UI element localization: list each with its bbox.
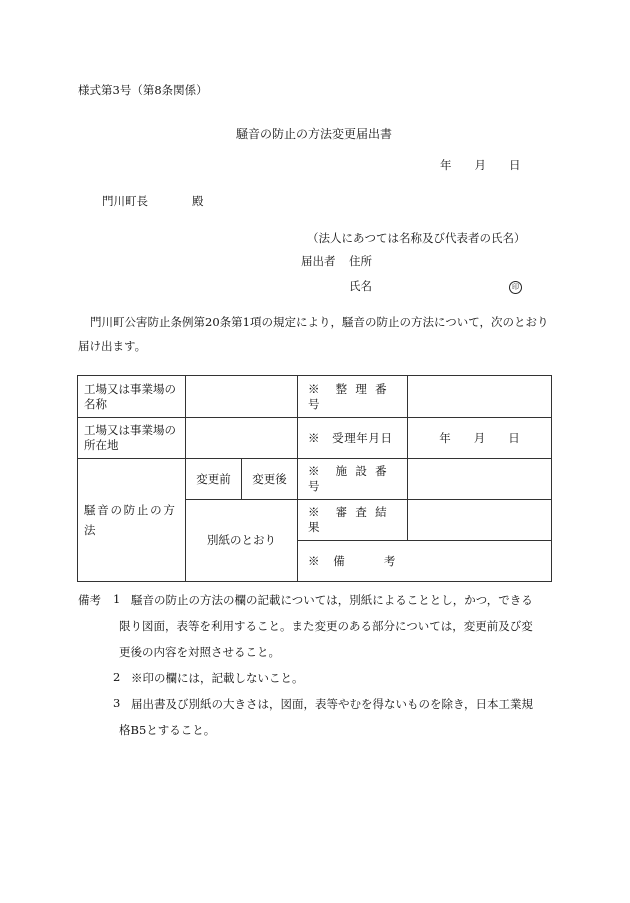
note-3-line-2: 格B5とすること。: [119, 723, 216, 737]
note-1-line-3: 更後の内容を対照させること。: [119, 645, 280, 659]
corporate-note: （法人にあつては名称及び代表者の氏名）: [307, 231, 526, 245]
facility-number-field: [408, 459, 552, 500]
factory-name-field[interactable]: [186, 376, 298, 418]
note-3-line-1: 届出書及び別紙の大きさは，図面，表等やむを得ないものを除き，日本工業規: [131, 697, 534, 711]
address-label: 住所: [349, 254, 372, 268]
addressee: 門川町長: [102, 194, 148, 208]
factory-name-label: 工場又は事業場の名称: [78, 376, 186, 418]
facility-number-label: ※ 施 設 番 号: [298, 459, 408, 500]
ref-number-label: ※ 整 理 番 号: [298, 376, 408, 418]
review-result-field: [408, 500, 552, 541]
factory-location-label: 工場又は事業場の所在地: [78, 418, 186, 459]
separate-sheet-note: 別紙のとおり: [186, 500, 298, 582]
note-1-line-1: 騒音の防止の方法の欄の記載については，別紙によることとし，かつ，できる: [131, 593, 533, 607]
notifier-label: 届出者: [301, 254, 336, 268]
name-label: 氏名: [349, 279, 372, 293]
form-number: 様式第3号（第8条関係）: [78, 83, 208, 97]
note-1-line-2: 限り図面，表等を利用すること。また変更のある部分については，変更前及び変: [119, 619, 533, 633]
review-result-label: ※ 審 査 結 果: [298, 500, 408, 541]
body-text: 門川町公害防止条例第20条第1項の規定により，騒音の防止の方法について，次のとおり届け出ます。: [78, 315, 549, 353]
after-change-header: 変更後: [242, 459, 298, 500]
note-1-number: 1: [113, 592, 121, 606]
receipt-date-value: 年 月 日: [408, 418, 552, 459]
note-2-text: ※印の欄には，記載しないこと。: [131, 671, 304, 685]
before-change-header: 変更前: [186, 459, 242, 500]
remarks-label: ※ 備 考: [298, 541, 552, 582]
receipt-date-label: ※ 受理年月日: [298, 418, 408, 459]
application-table: [77, 375, 552, 582]
notes-label: 備考: [78, 593, 101, 607]
date-line: 年 月 日: [440, 158, 521, 172]
factory-location-field[interactable]: [186, 418, 298, 459]
form-title: 騒音の防止の方法変更届出書: [236, 127, 393, 141]
seal-mark: 印: [509, 278, 522, 294]
ref-number-field: [408, 376, 552, 418]
note-2-number: 2: [113, 670, 121, 684]
honorific: 殿: [192, 194, 204, 208]
note-3-number: 3: [113, 696, 121, 710]
noise-method-label: 騒音の防止の方法: [78, 459, 186, 582]
